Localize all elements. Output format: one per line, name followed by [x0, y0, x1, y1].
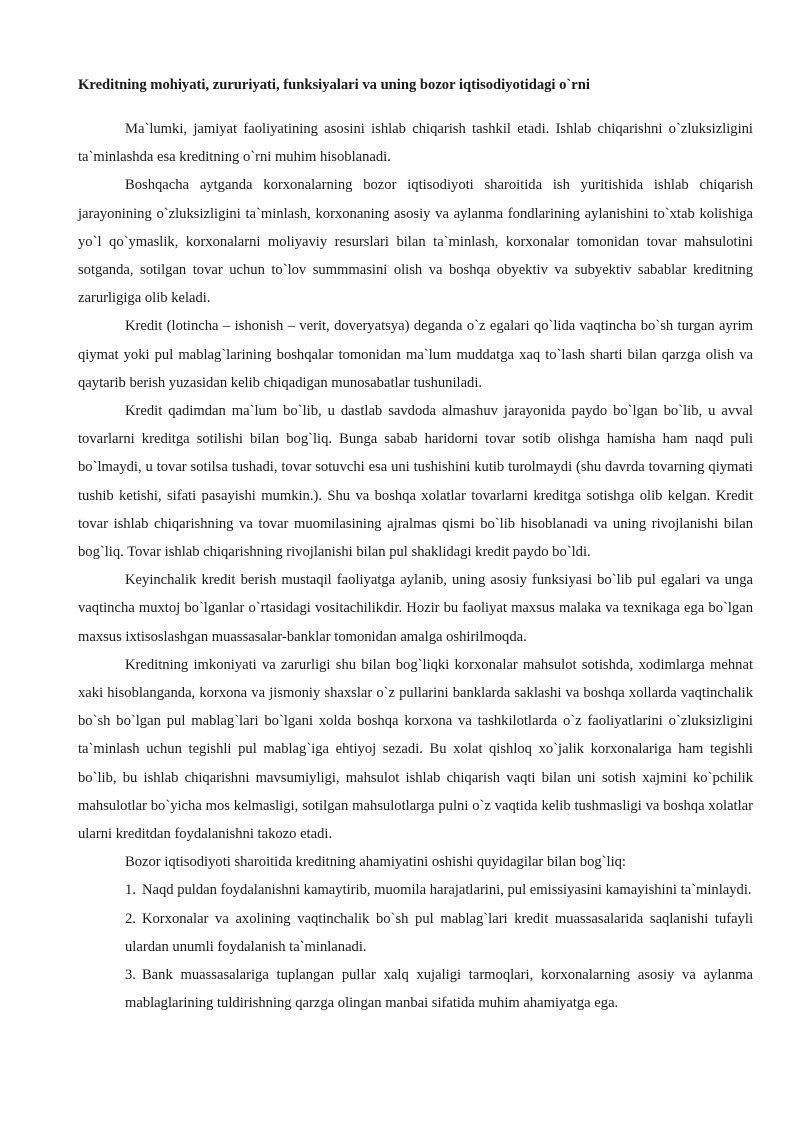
list-item-number: 3.: [125, 967, 136, 984]
numbered-list: [78, 876, 753, 1017]
document-title: Kreditning mohiyati, zururiyati, funksiyalari va uning bozor iqtisodiyotidagi o`rni: [78, 77, 590, 93]
paragraph: Keyinchalik kredit berish mustaqil faoliyatga aylanib, uning asosiy funksiyasi bo`lib pul egalari va unga vaqtincha muxtoj bo`lganlar o`rtasidagi vositachilikdir. Hozir bu faoliyat maxsus malaka va texnikaga ega bo`lgan maxsus ixtisoslashgan muassasalar-banklar tomonidan amalga oshirilmoqda.: [78, 572, 753, 645]
list-item-text: Korxonalar va axolining vaqtinchalik bo`sh pul mablag`lari kredit muassasalarida saqlanishi tufayli ulardan unumli foydalanish ta`minlanadi.: [125, 910, 753, 955]
paragraph: Kreditning imkoniyati va zarurligi shu bilan bog`liqki korxonalar mahsulot sotishda, xodimlarga mehnat xaki hisoblanganda, korxona va jismoniy shaxslar o`z pullarini banklarda saklashi va boshqa xollarda vaqtinchalik bo`sh bo`lgan pul mablag`lari bo`lgani xolda boshqa korxona va tashkilotlarda o`z faoliyatlarini o`zluksizligini ta`minlash uchun tegishli pul mablag`iga ehtiyoj sezadi. Bu xolat qishloq xo`jalik korxonalariga ham tegishli bo`lib, bu ishlab chiqarishni mavsumiyligi, mahsulot ishlab chiqarish vaqti bilan uni sotish xajmini ko`pchilik mahsulotlar bo`yicha mos kelmasligi, sotilgan mahsulotlarga pulni o`z vaqtida kelib tushmasligi va boshqa xolatlar ularni kreditdan foydalanishni takozo etadi.: [78, 656, 753, 843]
paragraph: Boshqacha aytganda korxonalarning bozor iqtisodiyoti sharoitida ish yuritishida ishlab chiqarish jarayonining o`zluksizligini ta`minlash, korxonaning asosiy va aylanma fondlarining aylanishini to`xtab kolishiga yo`l qo`ymaslik, korxonalarni moliyaviy resurslari bilan ta`minlash, korxonalar tomonidan tovar mahsulotini sotganda, sotilgan tovar uchun to`lov summmasini olish va boshqa obyektiv va subyektiv sabablar kreditning zarurligiga olib keladi.: [78, 177, 753, 307]
list-item: [125, 905, 753, 961]
list-item-number: 2.: [125, 910, 136, 927]
paragraph: Kredit (lotincha – ishonish – verit, doveryatsya) deganda o`z egalari qo`lida vaqtincha bo`sh turgan ayrim qiymat yoki pul mablag`larining boshqalar tomonidan ma`lum muddatga xaq to`lash sharti bilan qarzga olish va qaytarib berish yuzasidan kelib chiqadigan munosabatlar tushuniladi.: [78, 318, 753, 391]
list-item-text: Bank muassasalariga tuplangan pullar xalq xujaligi tarmoqlari, korxonalarning asosiy va aylanma mablaglarining tuldirishning qarzga olingan manbai sifatida muhim ahamiyatga ega.: [125, 967, 753, 1012]
paragraph: Ma`lumki, jamiyat faoliyatining asosini ishlab chiqarish tashkil etadi. Ishlab chiqarishni o`zluksizligini ta`minlashda esa kreditning o`rni muhim hisoblanadi.: [78, 121, 753, 166]
paragraph: Kredit qadimdan ma`lum bo`lib, u dastlab savdoda almashuv jarayonida paydo bo`lgan bo`lib, u avval tovarlarni kreditga sotilishi bilan bog`liq. Bunga sabab haridorni tovar sotib olishga hamisha ham naqd puli bo`lmaydi, u tovar sotilsa tushadi, tovar sotuvchi esa uni tushishini kutib turolmaydi (shu davrda tovarning qiymati tushib ketishi, sifati pasayishi mumkin.). Shu va boshqa xolatlar tovarlarni kreditga sotishga olib kelgan. Kredit tovar ishlab chiqarishning va tovar muomilasining ajralmas qismi bo`lib hisoblanadi va uning rivojlanishi bilan bog`liq. Tovar ishlab chiqarishning rivojlanishi bilan pul shaklidagi kredit paydo bo`ldi.: [78, 403, 753, 561]
list-item: [125, 876, 753, 904]
list-item-text: Naqd puldan foydalanishni kamaytirib, muomila harajatlarini, pul emissiyasini kamayishini ta`minlaydi.: [141, 882, 752, 899]
list-item: [125, 961, 753, 1017]
list-item-number: 1.: [125, 882, 136, 899]
paragraph: Bozor iqtisodiyoti sharoitida kreditning ahamiyatini oshishi quyidagilar bilan bog`liq:: [125, 854, 626, 871]
